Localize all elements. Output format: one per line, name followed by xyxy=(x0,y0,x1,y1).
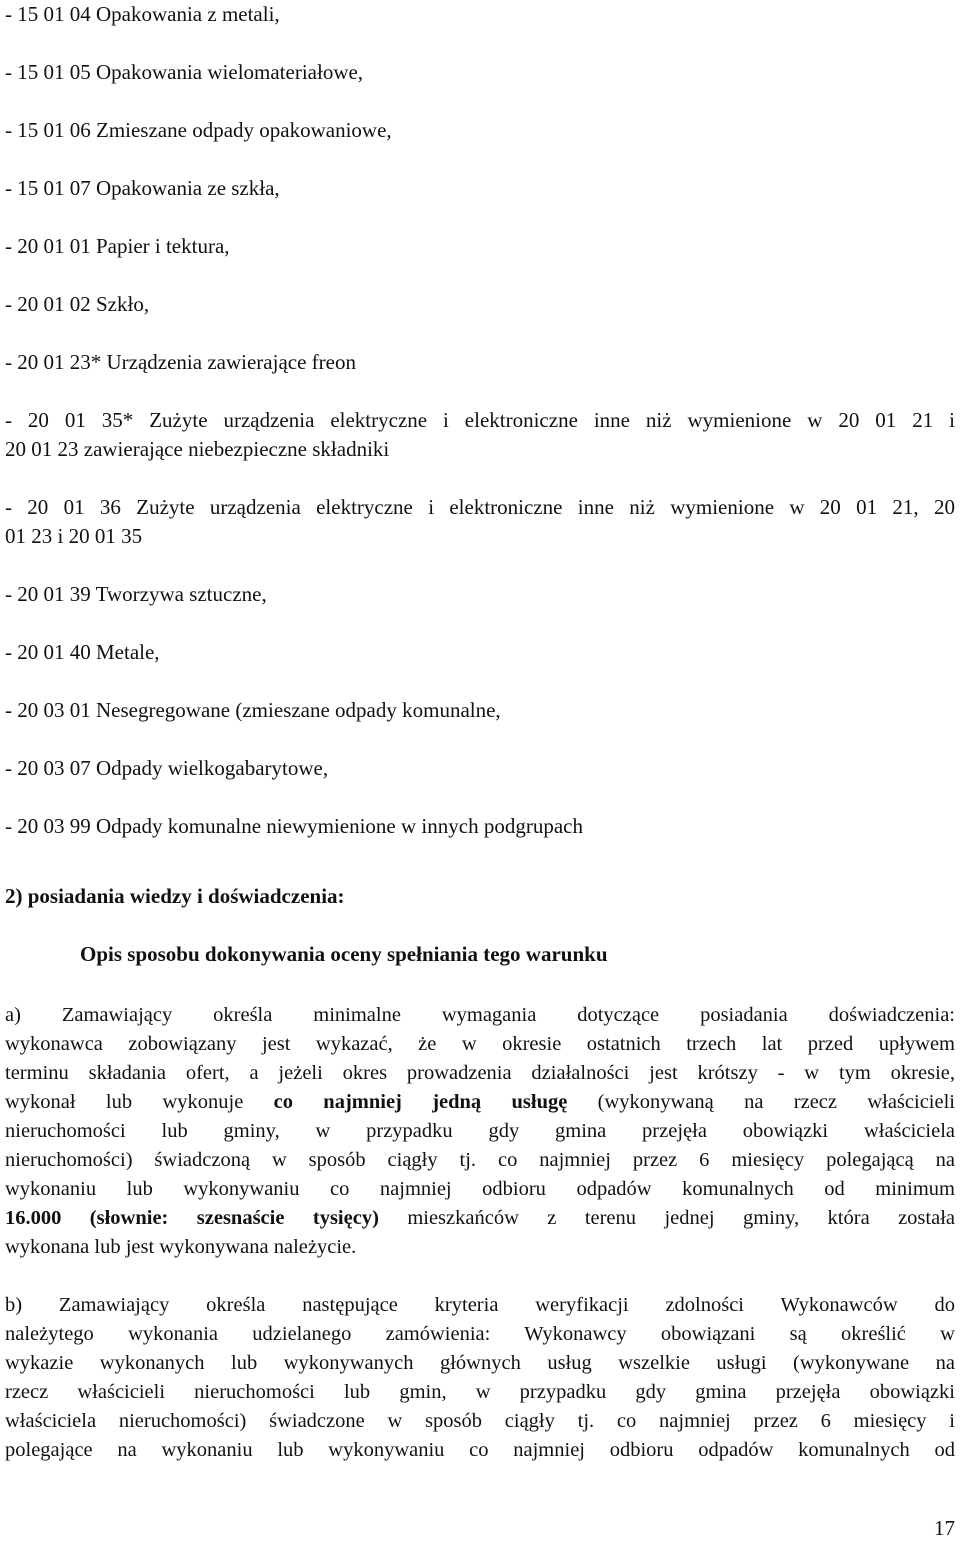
list-item-continuation: 20 01 23 zawierające niebezpieczne składniki xyxy=(5,437,390,461)
list-item: - 20 01 40 Metale, xyxy=(5,640,160,664)
list-item-continuation: 01 23 i 20 01 35 xyxy=(5,524,143,548)
paragraph-line: terminu składania ofert, a jeżeli okres prowadzenia działalności jest krótszy - w tym okresie, xyxy=(5,1062,955,1084)
list-item: - 15 01 06 Zmieszane odpady opakowaniowe, xyxy=(5,118,392,142)
emphasis-text: co najmniej jedną usługę xyxy=(273,1091,568,1113)
section-subheading: Opis sposobu dokonywania oceny spełniania tego warunku xyxy=(80,942,608,966)
list-item: - 20 01 39 Tworzywa sztuczne, xyxy=(5,582,267,606)
paragraph-line: rzecz właścicieli nieruchomości lub gmin, w przypadku gdy gmina przejęła obowiązki xyxy=(5,1381,955,1403)
paragraph-line: wykonaniu lub wykonywaniu co najmniej odbioru odpadów komunalnych od minimum xyxy=(5,1178,955,1200)
paragraph-a xyxy=(5,1001,955,1262)
paragraph-line: nieruchomości) świadczoną w sposób ciągły tj. co najmniej przez 6 miesięcy polegającą na xyxy=(5,1149,955,1171)
paragraph-line: wykonana lub jest wykonywana należycie. xyxy=(5,1236,357,1258)
section-heading: 2) posiadania wiedzy i doświadczenia: xyxy=(5,884,345,908)
paragraph-line xyxy=(5,1088,955,1117)
paragraph-line: polegające na wykonaniu lub wykonywaniu co najmniej odbioru odpadów komunalnych od xyxy=(5,1439,955,1461)
list-item: - 20 01 23* Urządzenia zawierające freon xyxy=(5,350,356,374)
list-item: - 20 01 01 Papier i tektura, xyxy=(5,234,230,258)
list-item: - 20 03 99 Odpady komunalne niewymienione w innych podgrupach xyxy=(5,814,583,838)
paragraph-line: nieruchomości lub gminy, w przypadku gdy gmina przejęła obowiązki właściciela xyxy=(5,1120,955,1142)
list-item: - 20 01 35* Zużyte urządzenia elektryczne i elektroniczne inne niż wymienione w 20 01 21 i xyxy=(5,408,955,432)
list-item: - 20 01 02 Szkło, xyxy=(5,292,150,316)
paragraph-line: wykazie wykonanych lub wykonywanych głównych usług wszelkie usługi (wykonywane na xyxy=(5,1352,955,1374)
list-item: - 15 01 05 Opakowania wielomateriałowe, xyxy=(5,60,364,84)
list-item: - 15 01 07 Opakowania ze szkła, xyxy=(5,176,280,200)
list-item: - 20 03 07 Odpady wielkogabarytowe, xyxy=(5,756,329,780)
list-item: - 15 01 04 Opakowania z metali, xyxy=(5,2,280,26)
paragraph-line: b) Zamawiający określa następujące kryteria weryfikacji zdolności Wykonawców do xyxy=(5,1294,955,1316)
paragraph-line: wykonawca zobowiązany jest wykazać, że w okresie ostatnich trzech lat przed upływem xyxy=(5,1033,955,1055)
list-item: - 20 03 01 Nesegregowane (zmieszane odpady komunalne, xyxy=(5,698,501,722)
emphasis-text: 16.000 xyxy=(5,1207,62,1229)
paragraph-b xyxy=(5,1291,955,1465)
text-run: wykonał lub wykonuje xyxy=(5,1091,274,1113)
paragraph-line: należytego wykonania udzielanego zamówienia: Wykonawcy obowiązani są określić w xyxy=(5,1323,955,1345)
page-number: 17 xyxy=(934,1516,955,1540)
paragraph-line: a) Zamawiający określa minimalne wymagania dotyczące posiadania doświadczenia: xyxy=(5,1004,955,1026)
emphasis-text: (słownie: szesnaście tysięcy) xyxy=(61,1207,379,1229)
paragraph-line xyxy=(5,1204,955,1233)
text-run: mieszkańców z terenu jednej gminy, która została xyxy=(378,1207,956,1229)
text-run: (wykonywaną na rzecz właścicieli xyxy=(567,1091,955,1113)
list-item: - 20 01 36 Zużyte urządzenia elektryczne i elektroniczne inne niż wymienione w 20 01 21, 20 xyxy=(5,495,955,519)
paragraph-line: właściciela nieruchomości) świadczone w sposób ciągły tj. co najmniej przez 6 miesięcy i xyxy=(5,1410,955,1432)
